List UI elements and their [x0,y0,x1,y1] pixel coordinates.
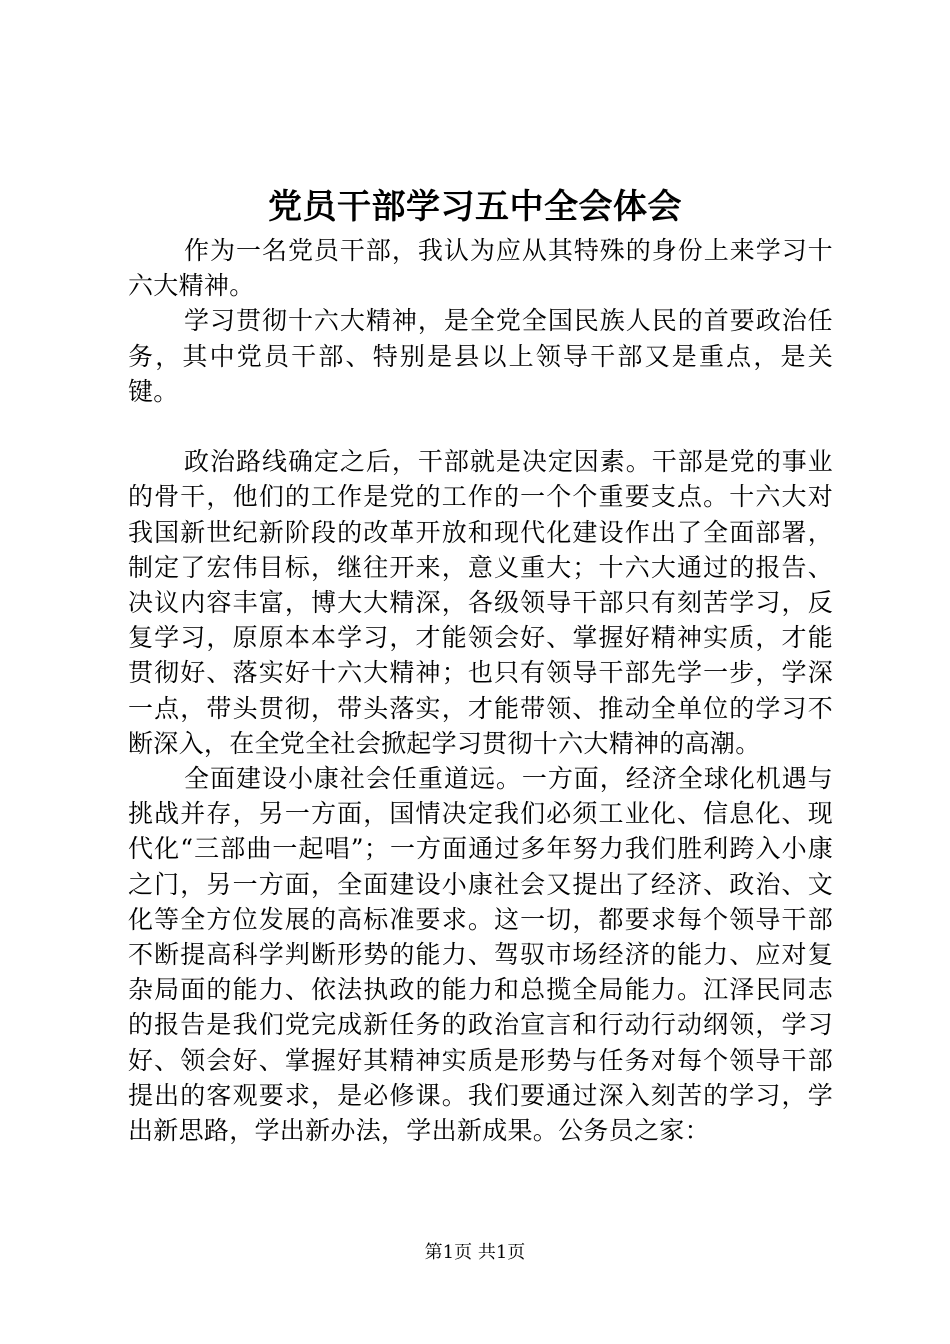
paragraph-2: 学习贯彻十六大精神，是全党全国民族人民的首要政治任务，其中党员干部、特别是县以上领导干部又是重点，是关键。 [128,306,833,406]
document-title: 党员干部学习五中全会体会 [268,187,682,227]
paragraph-gap [128,409,833,444]
paragraph-4: 全面建设小康社会任重道远。一方面，经济全球化机遇与挑战并存，另一方面，国情决定我们必须工业化、信息化、现代化“三部曲一起唱”；一方面通过多年努力我们胜利跨入小康之门，另一方面，全面建设小康社会又提出了经济、政治、文化等全方位发展的高标准要求。这一切，都要求每个领导干部不断提高科学判断形势的能力、驾驭市场经济的能力、应对复杂局面的能力、依法执政的能力和总揽全局能力。江泽民同志的报告是我们党完成新任务的政治宣言和行动行动纲领，学习好、领会好、掌握好其精神实质是形势与任务对每个领导干部提出的客观要求，是必修课。我们要通过深入刻苦的学习，学出新思路，学出新办法，学出新成果。公务员之家： [128,764,833,1146]
page-footer: 第1页 共1页 [424,1242,526,1263]
paragraph-3: 政治路线确定之后，干部就是决定因素。干部是党的事业的骨干，他们的工作是党的工作的一个个重要支点。十六大对我国新世纪新阶段的改革开放和现代化建设作出了全面部署，制定了宏伟目标，继往开来，意义重大；十六大通过的报告、决议内容丰富，博大大精深，各级领导干部只有刻苦学习，反复学习，原原本本学习，才能领会好、掌握好精神实质，才能贯彻好、落实好十六大精神；也只有领导干部先学一步，学深一点，带头贯彻，带头落实，才能带领、推动全单位的学习不断深入，在全党全社会掀起学习贯彻十六大精神的高潮。 [128,447,833,758]
document-body [128,233,833,1148]
paragraph-1: 作为一名党员干部，我认为应从其特殊的身份上来学习十六大精神。 [128,236,833,301]
